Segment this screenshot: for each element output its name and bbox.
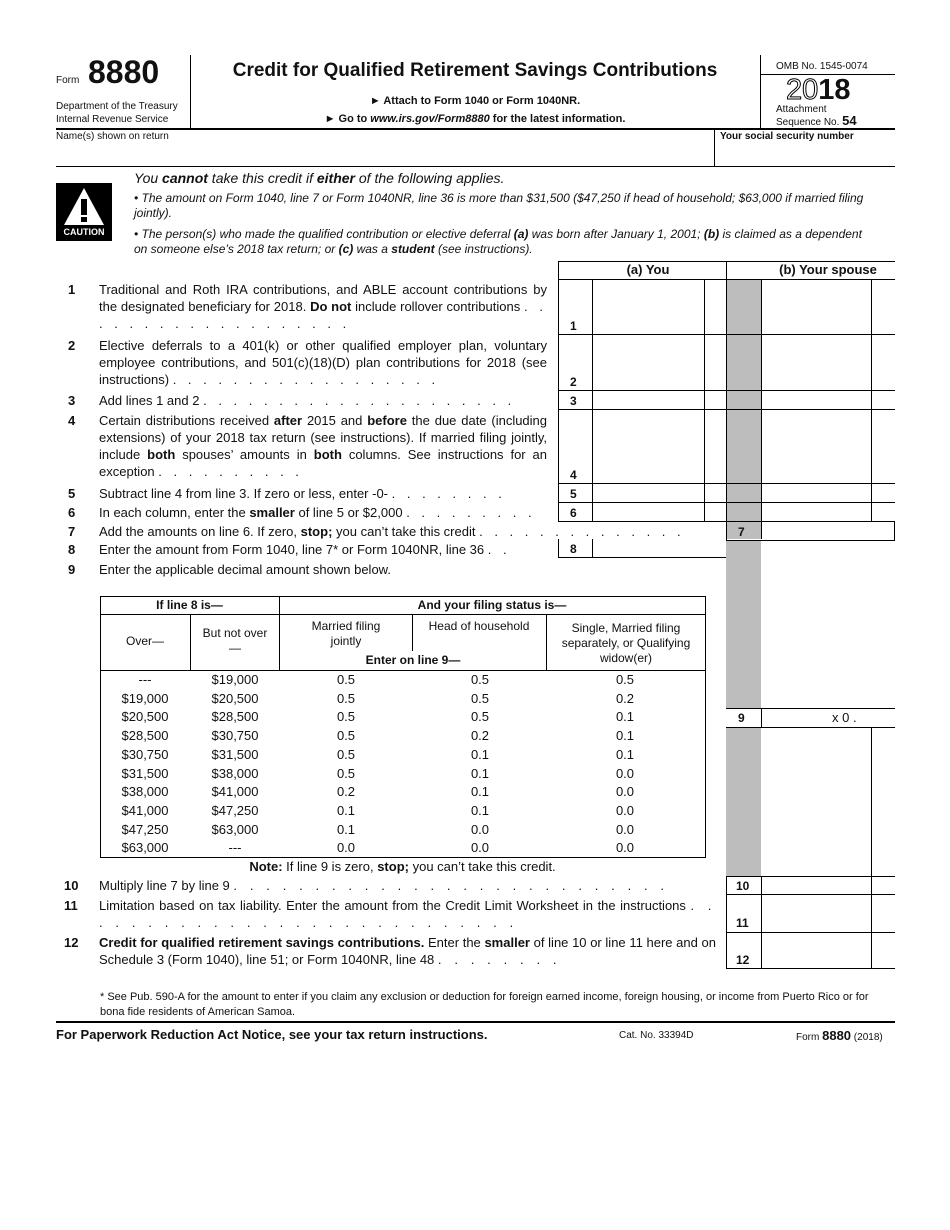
line12-field[interactable] (762, 933, 870, 967)
row-hoh-cell: 0.5 (470, 709, 490, 725)
row-over-cell: $30,750 (121, 746, 169, 762)
line11-text (99, 897, 716, 931)
line1-text-bold: Do not (310, 299, 352, 314)
footer-form-pre: Form (796, 1032, 823, 1043)
bullet2-d: (b) (703, 227, 720, 241)
line8-field[interactable] (593, 540, 725, 556)
row-single-cell: 0.1 (615, 746, 635, 762)
line5-dots: . . . . . . . . (391, 486, 506, 501)
note-bold: Note: (249, 859, 283, 874)
line4-d: before (367, 413, 407, 428)
bullet2-h: student (391, 242, 435, 256)
table-col-butnot: But not over— (202, 626, 268, 655)
line2-text (99, 337, 547, 388)
line-number-3: 3 (68, 393, 76, 408)
row-single-cell: 0.1 (615, 709, 635, 725)
caution-heading-pre: You (134, 170, 163, 186)
line12-d: of line 10 or line 11 here and on Schedule 3 (Form 1040), line 51; or Form 1040NR, line 48 (99, 935, 716, 967)
line7-text (99, 523, 719, 540)
table-col-single: Single, Married filing separately, or Qualifying widow(er) (561, 621, 691, 665)
row-hoh-cell: 0.1 (470, 784, 490, 800)
row-single-cell: 0.5 (615, 672, 635, 687)
row-over-cell: --- (138, 672, 152, 687)
line4-dots: . . . . . . . . . . (158, 464, 303, 479)
line6-b: smaller (249, 505, 295, 520)
line-number-5: 5 (68, 486, 76, 501)
row-butnot-cell: $30,750 (211, 728, 259, 744)
line-number-12: 12 (64, 935, 79, 950)
row-over-cell: $20,500 (121, 709, 169, 725)
box-number-7: 7 (738, 525, 745, 539)
row-mfj-cell: 0.5 (336, 765, 356, 781)
table-enter-on: Enter on line 9— (365, 653, 461, 667)
department-line1: Department of the Treasury (56, 101, 178, 112)
line1-dots: . . . . . . . . . . . . . . . . . . . (99, 299, 547, 331)
row-mfj-cell: 0.0 (336, 840, 356, 856)
catalog-number: Cat. No. 33394D (619, 1030, 694, 1041)
line7-c: you can’t take this credit (332, 524, 476, 539)
table-col-over: Over— (125, 634, 164, 648)
line3-spouse-field[interactable] (762, 391, 870, 408)
table-col-mfj: Married filing jointly (311, 619, 381, 648)
line4-you-field[interactable] (593, 410, 703, 482)
form-label: Form (56, 75, 80, 86)
row-butnot-cell: $31,500 (211, 746, 259, 762)
row-mfj-cell: 0.5 (336, 728, 356, 744)
box-number-12: 12 (736, 953, 750, 967)
line-number-1: 1 (68, 282, 76, 297)
line2-you-field[interactable] (593, 335, 703, 389)
goto-instruction (190, 113, 760, 125)
tax-year-outline: 20 (786, 74, 819, 106)
row-single-cell: 0.2 (615, 690, 635, 706)
row-over-cell: $38,000 (121, 784, 169, 800)
caution-heading-post: of the following applies. (354, 170, 505, 186)
row-butnot-cell: $19,000 (211, 672, 259, 687)
box-number-4: 4 (570, 468, 577, 482)
line9-text: Enter the applicable decimal amount shown below. (99, 562, 391, 577)
row-hoh-cell: 0.1 (470, 746, 490, 762)
table-col-hoh: Head of household (428, 619, 530, 633)
line12-dots: . . . . . . . . (437, 952, 562, 967)
line11-dots: . . . . . . . . . . . . . . . . . . . . . . . . . . . . (99, 898, 717, 930)
line6-text (99, 504, 547, 521)
line9-decimal-value[interactable]: x 0 . (832, 710, 857, 725)
bullet2-i: (see instructions). (434, 242, 533, 256)
paperwork-notice: For Paperwork Reduction Act Notice, see your tax return instructions. (56, 1027, 488, 1042)
caution-icon (56, 183, 112, 241)
tax-year (786, 74, 851, 107)
footnote: * See Pub. 590-A for the amount to enter if you claim any exclusion or deduction for foreign earned income, foreign housing, or income from Puerto Rico or for bona fide residents of American Samoa. (100, 991, 869, 1018)
row-butnot-cell: --- (228, 840, 242, 856)
line5-text-a: Subtract line 4 from line 3. If zero or less, enter -0- (99, 486, 389, 501)
line7-b: stop; (300, 524, 333, 539)
goto-suffix: for the latest information. (489, 113, 626, 125)
goto-link[interactable]: www.irs.gov/Form8880 (370, 113, 490, 125)
line-number-6: 6 (68, 505, 76, 520)
line6-you-field[interactable] (593, 503, 703, 520)
row-over-cell: $28,500 (121, 728, 169, 744)
line8-text (99, 541, 554, 558)
caution-heading-cannot: cannot (162, 170, 208, 186)
table-note (100, 859, 705, 874)
line12-text (99, 934, 716, 968)
ssn-label: Your social security number (720, 131, 854, 142)
line-number-9: 9 (68, 562, 76, 577)
line6-dots: . . . . . . . . . (406, 505, 536, 520)
line4-a: Certain distributions received (99, 413, 274, 428)
sequence-label: Sequence No. (776, 117, 840, 128)
line4-c: 2015 and (302, 413, 368, 428)
column-spouse-header: (b) Your spouse (779, 262, 877, 277)
note-a: If line 9 is zero, (282, 859, 378, 874)
footer-form-year: (2018) (851, 1032, 883, 1043)
row-over-cell: $63,000 (121, 840, 169, 856)
row-single-cell: 0.0 (615, 765, 635, 781)
row-over-cell: $19,000 (121, 690, 169, 706)
line-number-7: 7 (68, 524, 76, 539)
bullet2-e: is claimed as a dependent on someone else’s 2018 tax return; or (134, 227, 862, 256)
attachment-label: Attachment (776, 104, 827, 115)
line5-you-field[interactable] (593, 484, 703, 501)
omb-number: OMB No. 1545-0074 (776, 61, 868, 72)
note-stop: stop; (377, 859, 409, 874)
line10-text (99, 877, 719, 894)
box-number-2: 2 (570, 375, 577, 389)
row-butnot-cell: $47,250 (211, 802, 259, 818)
bullet2-a: • The person(s) who made the qualified contribution or elective deferral (134, 227, 514, 241)
bullet2-c: was born after January 1, 2001; (528, 227, 704, 241)
form-title: Credit for Qualified Retirement Savings Contributions (232, 60, 718, 81)
footer-form-id (796, 1028, 883, 1043)
line10-dots: . . . . . . . . . . . . . . . . . . . . . . . . . . . (233, 878, 669, 893)
row-mfj-cell: 0.1 (336, 821, 356, 837)
row-hoh-cell: 0.1 (470, 765, 490, 781)
line6-c: of line 5 or $2,000 (294, 505, 403, 520)
line4-spouse-field[interactable] (762, 410, 870, 482)
line2-spouse-field[interactable] (762, 335, 870, 389)
line3-you-field[interactable] (593, 391, 703, 408)
row-butnot-cell: $20,500 (211, 690, 259, 706)
row-butnot-cell: $28,500 (211, 709, 259, 725)
row-mfj-cell: 0.5 (336, 746, 356, 762)
row-over-cell: $47,250 (121, 821, 169, 837)
box-number-5: 5 (570, 487, 577, 501)
line12-c: smaller (484, 935, 530, 950)
row-over-cell: $41,000 (121, 802, 169, 818)
footer-form-number: 8880 (822, 1028, 852, 1043)
line-number-11: 11 (64, 898, 78, 913)
line-number-8: 8 (68, 542, 76, 557)
line-number-10: 10 (64, 878, 79, 893)
caution-heading (134, 170, 504, 186)
line1-you-field[interactable] (593, 280, 703, 333)
line11-field[interactable] (762, 895, 870, 931)
note-b: you can’t take this credit. (408, 859, 556, 874)
bullet2-g: was a (353, 242, 392, 256)
row-hoh-cell: 0.0 (470, 840, 490, 856)
line6-spouse-field[interactable] (762, 503, 870, 520)
row-butnot-cell: $38,000 (211, 765, 259, 781)
line1-text (99, 281, 547, 332)
line-number-4: 4 (68, 413, 76, 428)
column-you-header: (a) You (626, 262, 670, 277)
row-mfj-cell: 0.5 (336, 709, 356, 725)
line12-b: Enter the (424, 935, 485, 950)
row-butnot-cell: $63,000 (211, 821, 259, 837)
table-head-line8: If line 8 is— (156, 598, 223, 612)
row-mfj-cell: 0.2 (336, 784, 356, 800)
line11-text-a: Limitation based on tax liability. Enter the amount from the Credit Limit Worksheet in the instructions (99, 898, 686, 913)
caution-bullet-2 (134, 227, 874, 257)
caution-label: CAUTION (63, 227, 105, 237)
row-hoh-cell: 0.5 (470, 690, 490, 706)
box-number-6: 6 (570, 506, 577, 520)
line3-text (99, 392, 547, 409)
sequence-number: 54 (842, 113, 857, 128)
line10-field[interactable] (762, 877, 870, 893)
row-mfj-cell: 0.1 (336, 802, 356, 818)
line4-f: both (147, 447, 176, 462)
row-hoh-cell: 0.2 (470, 728, 490, 744)
line8-text-a: Enter the amount from Form 1040, line 7* or Form 1040NR, line 36 (99, 542, 485, 557)
row-hoh-cell: 0.5 (470, 672, 490, 687)
line5-spouse-field[interactable] (762, 484, 870, 501)
form-number: 8880 (88, 54, 160, 90)
line3-dots: . . . . . . . . . . . . . . . . . . . . . (203, 393, 516, 408)
line2-dots: . . . . . . . . . . . . . . . . . . (172, 372, 440, 387)
box-number-11: 11 (736, 916, 749, 930)
caution-heading-mid: take this credit if (207, 170, 317, 186)
line1-text-b: include rollover contributions (351, 299, 521, 314)
line3-text-a: Add lines 1 and 2 (99, 393, 200, 408)
line4-text (99, 412, 547, 480)
line4-i: columns. See instructions for an exception (99, 447, 548, 479)
line1-text-a: Traditional and Roth IRA contributions, and ABLE account contributions by the designated beneficiary for 2018. (99, 282, 547, 314)
row-single-cell: 0.0 (615, 802, 635, 818)
row-single-cell: 0.0 (615, 784, 635, 800)
box-number-9: 9 (738, 711, 745, 725)
department-line2: Internal Revenue Service (56, 114, 169, 125)
line10-text-a: Multiply line 7 by line 9 (99, 878, 230, 893)
line-number-2: 2 (68, 338, 76, 353)
ssn-field[interactable] (716, 144, 894, 166)
row-over-cell: $31,500 (121, 765, 169, 781)
attach-instruction: ► Attach to Form 1040 or Form 1040NR. (369, 95, 581, 107)
box-number-8: 8 (570, 542, 577, 556)
table-head-status: And your filing status is— (417, 598, 567, 612)
line7-dots: . . . . . . . . . . . . . . (479, 524, 685, 539)
attachment-sequence (776, 104, 857, 128)
line2-text-a: Elective deferrals to a 401(k) or other qualified employer plan, voluntary employee contributions, and 501(c)(18)(D) plan contributions for 2018 (see instructions) (99, 338, 547, 387)
line12-a: Credit for qualified retirement savings contributions. (99, 935, 425, 950)
bullet2-f: (c) (338, 242, 354, 256)
goto-prefix: ► Go to (324, 113, 371, 125)
bullet2-b: (a) (513, 227, 529, 241)
line4-h: both (313, 447, 342, 462)
row-single-cell: 0.0 (615, 821, 635, 837)
line4-e: the due date (including extensions) of your 2018 tax return (see instructions). If married filing jointly, include (99, 413, 548, 462)
box-number-1: 1 (570, 319, 577, 333)
line1-spouse-field[interactable] (762, 280, 870, 333)
tax-year-bold: 18 (818, 74, 851, 106)
names-field[interactable] (56, 144, 712, 166)
caution-heading-either: either (316, 170, 355, 186)
names-label: Name(s) shown on return (56, 131, 169, 142)
row-butnot-cell: $41,000 (211, 784, 259, 800)
row-single-cell: 0.1 (615, 728, 635, 744)
line6-a: In each column, enter the (99, 505, 250, 520)
box-number-10: 10 (736, 879, 750, 893)
line4-g: spouses’ amounts in (175, 447, 314, 462)
row-mfj-cell: 0.5 (336, 672, 356, 687)
row-hoh-cell: 0.1 (470, 802, 490, 818)
line8-dots: . . (487, 542, 511, 557)
caution-bullet-1: • The amount on Form 1040, line 7 or Form 1040NR, line 36 is more than $31,500 ($47,250 if head of household; $63,000 if married filing jointly). (134, 191, 864, 220)
row-hoh-cell: 0.0 (470, 821, 490, 837)
line7-a: Add the amounts on line 6. If zero, (99, 524, 301, 539)
box-number-3: 3 (570, 394, 577, 408)
row-mfj-cell: 0.5 (336, 690, 356, 706)
row-single-cell: 0.0 (615, 840, 635, 856)
line7-field[interactable] (762, 522, 894, 539)
line5-text (99, 485, 547, 502)
line4-b: after (273, 413, 303, 428)
